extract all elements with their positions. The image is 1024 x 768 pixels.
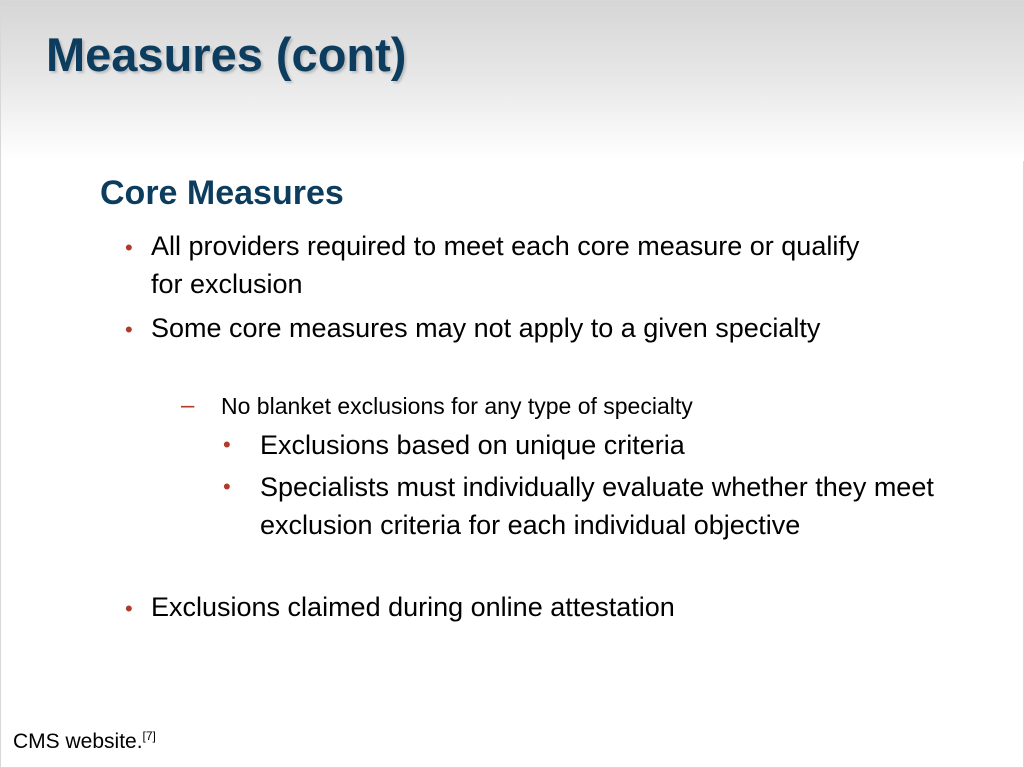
sub-bullet-item: No blanket exclusions for any type of specialty [221, 393, 693, 419]
citation-reference[interactable]: [7] [142, 729, 156, 743]
bullet-item: All providers required to meet each core measure or qualify for exclusion [151, 231, 860, 299]
citation [13, 729, 156, 754]
dash-marker: – [181, 392, 195, 419]
bullet-marker: • [125, 317, 133, 342]
citation-text: CMS website. [13, 730, 143, 753]
section-heading: Core Measures [100, 174, 344, 212]
sub-sub-bullet-marker: • [223, 432, 231, 457]
bullet-marker: • [125, 235, 133, 260]
bullet-item: Exclusions claimed during online attestation [151, 592, 675, 622]
sub-sub-bullet-item: Exclusions based on unique criteria [260, 430, 685, 460]
bullet-item: Some core measures may not apply to a given specialty [151, 313, 821, 343]
slide-title: Measures (cont) [46, 28, 407, 81]
sub-sub-bullet-item: Specialists must individually evaluate whether they meet exclusion criteria for each individual objective [260, 472, 934, 540]
sub-sub-bullet-marker: • [223, 474, 231, 499]
bullet-marker: • [125, 596, 133, 621]
